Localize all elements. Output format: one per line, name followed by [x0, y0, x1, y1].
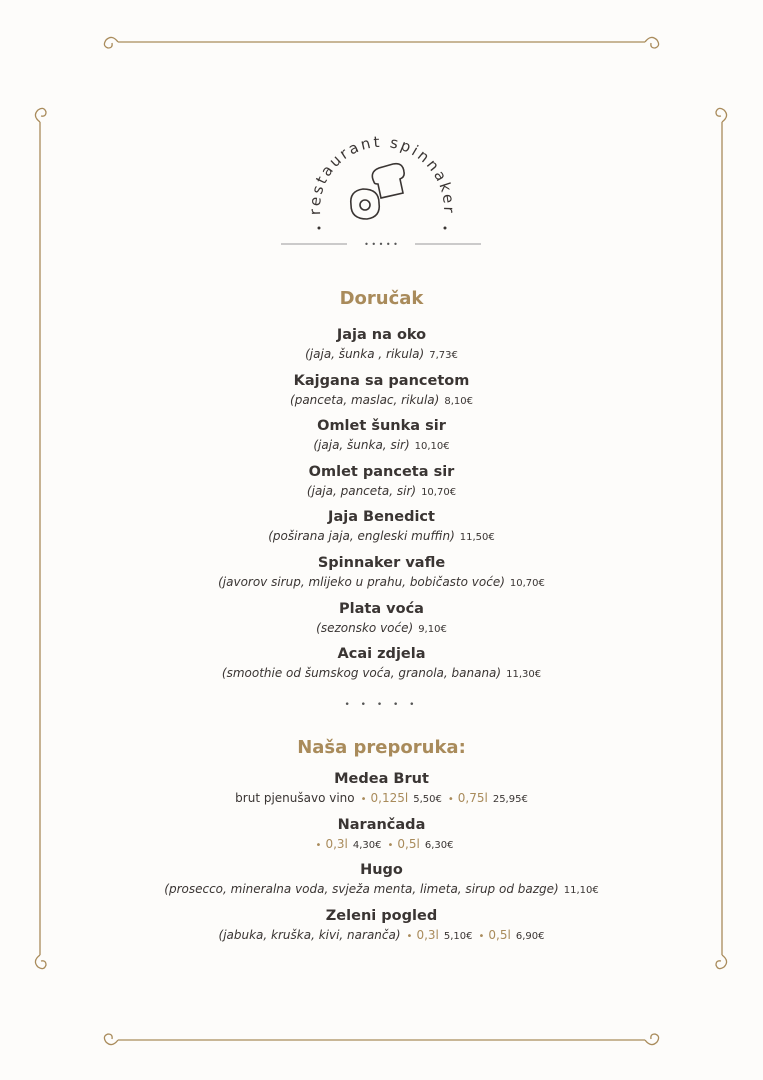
item-name: Acai zdjela: [337, 646, 426, 663]
item-price: 7,73€: [429, 350, 458, 361]
menu-item: [0, 371, 763, 411]
menu-item: [0, 599, 763, 639]
item-name: Zeleni pogled: [325, 908, 438, 924]
menu-item: [0, 644, 763, 684]
item-name: Medea Brut: [334, 771, 429, 787]
item-name: Omlet panceta sir: [308, 463, 455, 480]
logo-text: restaurant spinnaker: [305, 132, 459, 216]
item-name: Hugo: [360, 862, 403, 878]
menu-item-zeleni-pogled: Zeleni pogled (jabuka, kruška, kivi, naranča) • 0,3l 5,10€ • 0,5l 6,90€: [0, 906, 763, 946]
menu-item: [0, 507, 763, 547]
item-price: 10,10€: [414, 441, 450, 453]
menu-item: [0, 325, 763, 365]
item-desc: (prosecco, mineralna voda, svježa menta, limeta, sirup od bazge): [164, 882, 559, 896]
item-price: 9,10€: [418, 623, 447, 635]
item-desc: (jaja, šunka , rikula): [305, 347, 425, 361]
item-name: Jaja Benedict: [328, 509, 435, 526]
restaurant-logo: [281, 110, 481, 260]
menu-item: [0, 416, 763, 456]
item-desc: (javorov sirup, mlijeko u prahu, bobičasto voće): [218, 575, 505, 589]
item-name: Narančada: [337, 817, 426, 833]
svg-text:restaurant spinnaker: [306, 133, 458, 216]
menu-item-hugo: Hugo (prosecco, mineralna voda, svježa menta, limeta, sirup od bazge) 11,10€: [0, 860, 763, 900]
item-desc: (sezonsko voće): [316, 620, 414, 635]
item-name: Spinnaker vafle: [317, 555, 446, 571]
item-desc: (jabuka, kruška, kivi, naranča): [218, 928, 401, 942]
item-price: 11,30€: [506, 669, 542, 681]
item-desc: (poširana jaja, engleski muffin): [268, 529, 455, 544]
logo-divider: [281, 240, 481, 249]
svg-text:• • • • •: • • • • •: [364, 240, 398, 249]
menu-item-narancada: Narančada • 0,3l 4,30€ • 0,5l 6,30€: [0, 815, 763, 855]
item-desc: brut pjenušavo vino: [235, 791, 355, 805]
item-name: Omlet šunka sir: [317, 418, 446, 435]
menu-item-medea-brut: Medea Brut brut pjenušavo vino • 0,125l 5,50€ • 0,75l 25,95€: [0, 769, 763, 809]
section-title-breakfast: Doručak: [339, 288, 424, 309]
item-desc: (smoothie od šumskog voća, granola, banana): [221, 666, 502, 681]
section-title-recommendations: Naša preporuka:: [297, 737, 466, 758]
item-price: 8,10€: [444, 395, 473, 407]
item-name: Jaja na oko: [336, 327, 427, 343]
item-price: 10,70€: [421, 486, 457, 498]
toast-and-egg-icon: [351, 164, 404, 219]
item-desc: (jaja, panceta, sir): [306, 483, 417, 498]
menu-item: [0, 462, 763, 502]
section-divider: • • • • •: [344, 700, 419, 710]
item-name: Plata voća: [339, 600, 424, 617]
item-desc: (panceta, maslac, rikula): [290, 392, 440, 407]
menu-item: [0, 553, 763, 593]
item-price: 11,50€: [459, 532, 495, 544]
item-desc: (jaja, šunka, sir): [313, 438, 410, 453]
item-price: 10,70€: [509, 578, 545, 589]
item-name: Kajgana sa pancetom: [293, 372, 470, 389]
